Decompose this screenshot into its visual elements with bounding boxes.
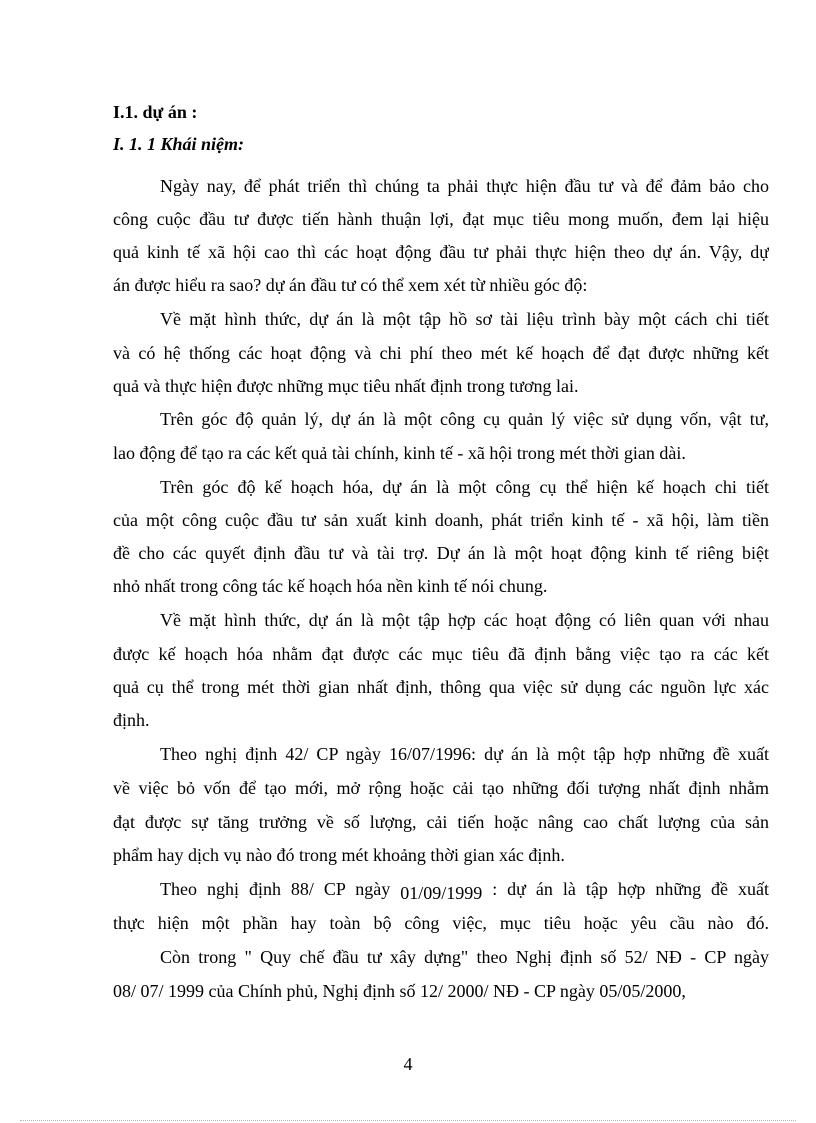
paragraph-1-line-3: quả kinh tế xã hội cao thì các hoạt động đầu tư phải thực hiện theo dự án. Vậy, dự bbox=[113, 242, 769, 262]
paragraph-4-line-1: Trên góc độ kế hoạch hóa, dự án là một công cụ thể hiện kế hoạch chi tiết bbox=[160, 477, 769, 497]
paragraph-6-line-4: phẩm hay dịch vụ nào đó trong mét khoảng thời gian xác định. bbox=[113, 845, 565, 865]
paragraph-8-line-1: Còn trong " Quy chế đầu tư xây dựng" theo Nghị định số 52/ NĐ - CP ngày bbox=[160, 947, 769, 967]
paragraph-6-line-2: về việc bỏ vốn để tạo mới, mở rộng hoặc cải tạo những đối tượng nhất định nhằm bbox=[113, 778, 769, 798]
paragraph-1-line-1: Ngày nay, để phát triển thì chúng ta phải thực hiện đầu tư và để đảm bảo cho bbox=[160, 176, 769, 196]
footer-divider bbox=[20, 1120, 796, 1121]
paragraph-2-line-2: và có hệ thống các hoạt động và chi phí theo mét kế hoạch để đạt được những kết bbox=[113, 343, 769, 363]
paragraph-3-line-1: Trên góc độ quản lý, dự án là một công cụ quản lý việc sử dụng vốn, vật tư, bbox=[160, 409, 769, 429]
paragraph-3-line-2: lao động để tạo ra các kết quả tài chính, kinh tế - xã hội trong mét thời gian dài. bbox=[113, 443, 686, 463]
paragraph-2-line-1: Về mặt hình thức, dự án là một tập hồ sơ tài liệu trình bày một cách chi tiết bbox=[160, 309, 769, 329]
paragraph-7-line-1-start: Theo nghị định 88/ CP ngày bbox=[160, 879, 391, 899]
paragraph-5-line-4: định. bbox=[113, 710, 150, 730]
paragraph-6-line-3: đạt được sự tăng trưởng về số lượng, cải tiến hoặc nâng cao chất lượng của sản bbox=[113, 812, 769, 832]
paragraph-4-line-3: đề cho các quyết định đầu tư và tài trợ. Dự án là một hoạt động kinh tế riêng biệt bbox=[113, 543, 769, 563]
paragraph-7-line-1 bbox=[160, 877, 769, 901]
paragraph-5-line-3: quả cụ thể trong mét thời gian nhất định, thông qua việc sử dụng các nguồn lực xác bbox=[113, 677, 769, 697]
paragraph-1-line-4: án được hiểu ra sao? dự án đầu tư có thể xem xét từ nhiều góc độ: bbox=[113, 275, 588, 295]
paragraph-4-line-2: của một công cuộc đầu tư sản xuất kinh doanh, phát triển kinh tế - xã hội, làm tiền bbox=[113, 510, 769, 530]
paragraph-8-line-2: 08/ 07/ 1999 của Chính phủ, Nghị định số 12/ 2000/ NĐ - CP ngày 05/05/2000, bbox=[113, 981, 686, 1001]
subsection-heading: I. 1. 1 Khái niệm: bbox=[113, 134, 245, 154]
paragraph-5-line-2: được kế hoạch hóa nhằm đạt được các mục tiêu đã định bằng việc tạo ra các kết bbox=[113, 644, 769, 664]
paragraph-7-line-2: thực hiện một phần hay toàn bộ công việc, mục tiêu hoặc yêu cầu nào đó. bbox=[113, 913, 769, 933]
paragraph-1-line-2: công cuộc đầu tư được tiến hành thuận lợi, đạt mục tiêu mong muốn, đem lại hiệu bbox=[113, 209, 769, 229]
section-heading: I.1. dự án : bbox=[113, 102, 198, 122]
page-number: 4 bbox=[403, 1054, 413, 1074]
paragraph-6-line-1: Theo nghị định 42/ CP ngày 16/07/1996: dự án là một tập hợp những đề xuất bbox=[160, 744, 769, 764]
paragraph-2-line-3: quả và thực hiện được những mục tiêu nhất định trong tương lai. bbox=[113, 376, 579, 396]
paragraph-7-date: 01/09/1999 bbox=[400, 883, 483, 901]
paragraph-5-line-1: Về mặt hình thức, dự án là một tập hợp các hoạt động có liên quan với nhau bbox=[160, 610, 769, 630]
paragraph-7-line-1-end: : dự án là tập hợp những đề xuất bbox=[492, 879, 769, 899]
paragraph-4-line-4: nhỏ nhất trong công tác kế hoạch hóa nền kinh tế nói chung. bbox=[113, 576, 548, 596]
